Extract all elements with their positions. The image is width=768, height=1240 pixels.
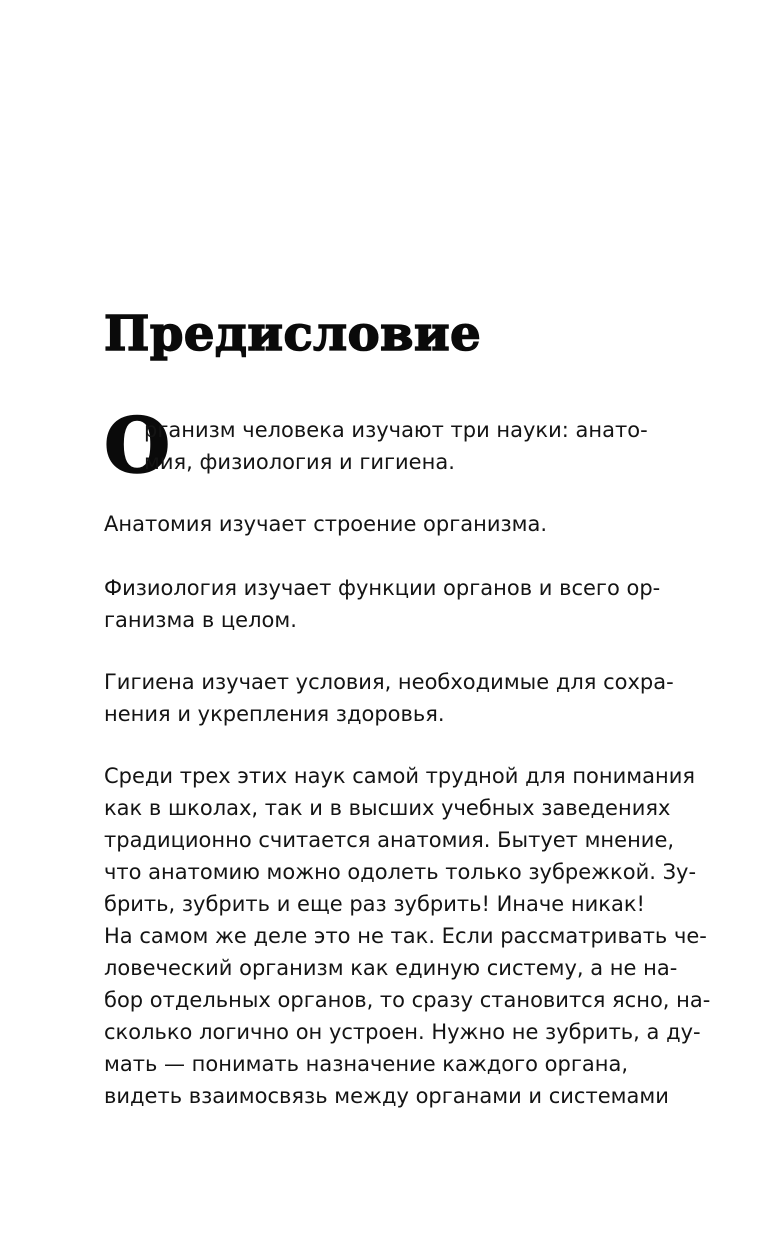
text-line: ловеческий организм как единую систему, а не на- xyxy=(104,956,678,980)
text-line: Гигиена изучает условия, необходимые для сохра- xyxy=(104,670,674,694)
text-line: Физиология изучает функции органов и всего ор- xyxy=(104,576,661,600)
text-line: мия, физиология и гигиена. xyxy=(144,450,455,474)
paragraph-intro xyxy=(104,414,648,478)
chapter-title: Предисловие xyxy=(104,306,482,362)
text-line: видеть взаимосвязь между органами и системами xyxy=(104,1084,669,1108)
text-line: Среди трех этих наук самой трудной для понимания xyxy=(104,764,696,788)
paragraph-hygiene xyxy=(104,666,674,730)
text-line: сколько логично он устроен. Нужно не зубрить, а ду- xyxy=(104,1020,701,1044)
paragraph-physiology xyxy=(104,572,661,636)
text-line: брить, зубрить и еще раз зубрить! Иначе никак! xyxy=(104,892,645,916)
paragraph-discussion xyxy=(104,760,711,1112)
text-line: бор отдельных органов, то сразу становится ясно, на- xyxy=(104,988,711,1012)
text-line: что анатомию можно одолеть только зубрежкой. Зу- xyxy=(104,860,697,884)
text-line: нения и укрепления здоровья. xyxy=(104,702,445,726)
text-line: Анатомия изучает строение организма. xyxy=(104,512,548,536)
text-line: ганизма в целом. xyxy=(104,608,297,632)
drop-cap-letter: О xyxy=(104,401,171,490)
text-line: традиционно считается анатомия. Бытует мнение, xyxy=(104,828,675,852)
text-line: как в школах, так и в высших учебных заведениях xyxy=(104,796,671,820)
text-line: мать — понимать назначение каждого органа, xyxy=(104,1052,629,1076)
paragraph-anatomy xyxy=(104,508,644,540)
text-line: рганизм человека изучают три науки: анато- xyxy=(144,418,648,442)
text-line: На самом же деле это не так. Если рассматривать че- xyxy=(104,924,707,948)
